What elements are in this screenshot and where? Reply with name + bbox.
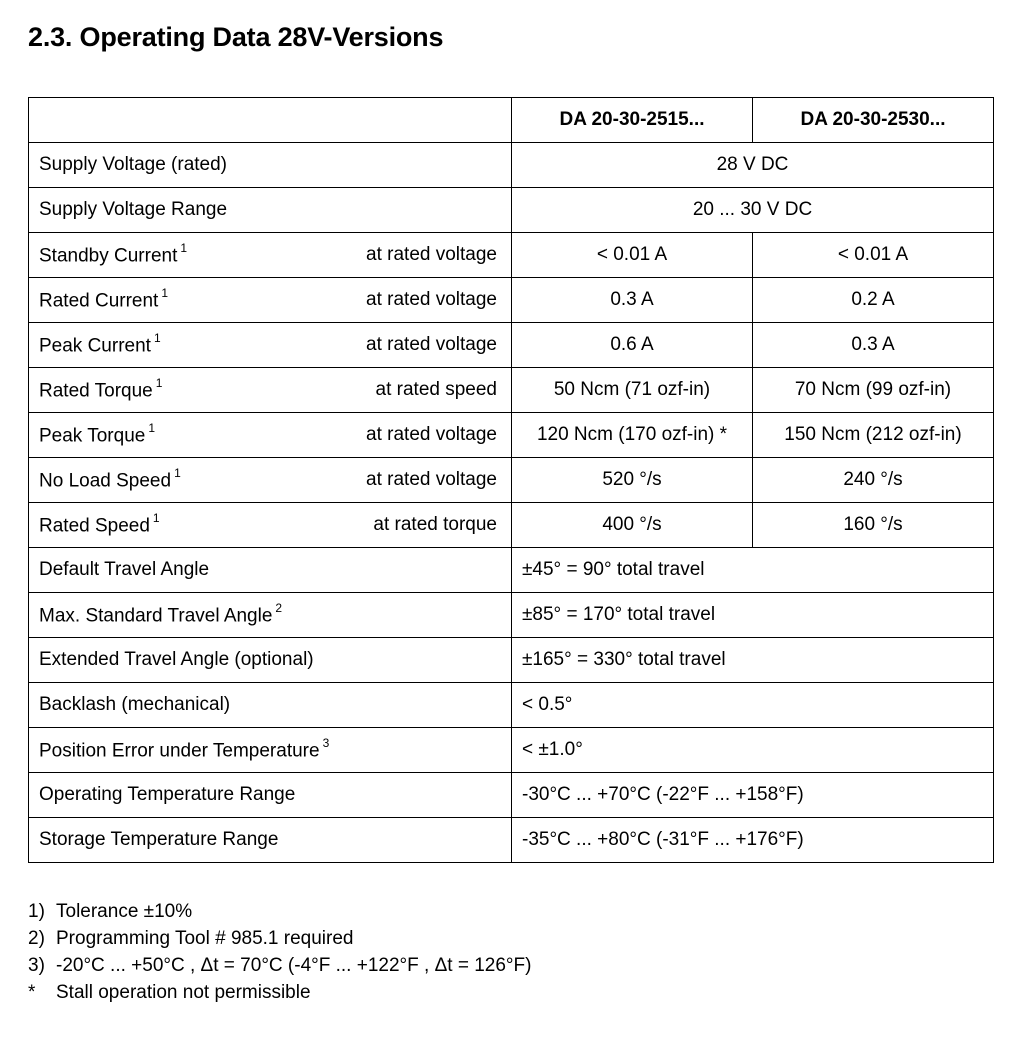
value-cell-2530: < 0.01 A bbox=[753, 233, 994, 278]
footnote-label: * bbox=[28, 982, 36, 1003]
footnote-ref: 3 bbox=[322, 735, 330, 750]
parameter-name: Position Error under Temperature bbox=[39, 740, 320, 762]
parameter-name: Peak Current bbox=[39, 335, 151, 357]
parameter-name: Rated Current bbox=[39, 290, 159, 312]
footnote bbox=[28, 979, 531, 1006]
footnote-ref: 1 bbox=[155, 375, 163, 390]
condition-label: at rated voltage bbox=[366, 469, 497, 490]
value-cell-merged: -35°C ... +80°C (-31°F ... +176°F) bbox=[512, 818, 994, 863]
value-cell-merged: ±85° = 170° total travel bbox=[512, 593, 994, 638]
table-row bbox=[29, 818, 994, 863]
footnote-text: -20°C ... +50°C , Δt = 70°C (-4°F ... +122°F , Δt = 126°F) bbox=[56, 955, 532, 976]
footnote-ref: 1 bbox=[153, 330, 161, 345]
value-cell-2530: 0.2 A bbox=[753, 278, 994, 323]
table-row bbox=[29, 458, 994, 503]
parameter-cell bbox=[29, 638, 512, 683]
parameter-name: Backlash (mechanical) bbox=[39, 694, 231, 715]
table-row bbox=[29, 143, 994, 188]
parameter-cell bbox=[29, 458, 512, 503]
table-row bbox=[29, 368, 994, 413]
value-cell-2515: < 0.01 A bbox=[512, 233, 753, 278]
value-cell-merged: -30°C ... +70°C (-22°F ... +158°F) bbox=[512, 773, 994, 818]
value-cell-merged: < ±1.0° bbox=[512, 728, 994, 773]
value-cell-2515: 0.3 A bbox=[512, 278, 753, 323]
parameter-cell bbox=[29, 188, 512, 233]
section-title: 2.3. Operating Data 28V-Versions bbox=[28, 22, 444, 52]
parameter-cell bbox=[29, 773, 512, 818]
table-row bbox=[29, 323, 994, 368]
footnote-ref: 1 bbox=[152, 510, 160, 525]
condition-label: at rated speed bbox=[375, 379, 497, 400]
parameter-cell bbox=[29, 593, 512, 638]
value-cell-2515: 400 °/s bbox=[512, 503, 753, 548]
parameter-cell bbox=[29, 548, 512, 593]
footnote-text: Stall operation not permissible bbox=[56, 982, 311, 1003]
parameter-cell bbox=[29, 233, 512, 278]
footnote bbox=[28, 925, 531, 952]
value-cell-2530: 150 Ncm (212 ozf-in) bbox=[753, 413, 994, 458]
footnote-text: Tolerance ±10% bbox=[56, 901, 193, 922]
table-row bbox=[29, 638, 994, 683]
footnote-label: 2) bbox=[28, 928, 45, 949]
footnote bbox=[28, 898, 531, 925]
parameter-name: Default Travel Angle bbox=[39, 559, 210, 580]
footnote-ref: 1 bbox=[148, 420, 156, 435]
value-cell-merged: 28 V DC bbox=[512, 143, 994, 188]
table-row bbox=[29, 683, 994, 728]
table-row bbox=[29, 548, 994, 593]
value-cell-2530: 160 °/s bbox=[753, 503, 994, 548]
parameter-cell bbox=[29, 143, 512, 188]
condition-label: at rated torque bbox=[373, 514, 497, 535]
parameter-cell bbox=[29, 323, 512, 368]
value-cell-merged: ±45° = 90° total travel bbox=[512, 548, 994, 593]
value-cell-2530: 70 Ncm (99 ozf-in) bbox=[753, 368, 994, 413]
operating-data-table bbox=[28, 97, 994, 863]
condition-label: at rated voltage bbox=[366, 334, 497, 355]
table-row bbox=[29, 773, 994, 818]
parameter-cell bbox=[29, 503, 512, 548]
parameter-name: Extended Travel Angle (optional) bbox=[39, 649, 314, 670]
value-cell-merged: < 0.5° bbox=[512, 683, 994, 728]
table-row bbox=[29, 728, 994, 773]
parameter-name: Peak Torque bbox=[39, 425, 146, 447]
parameter-name: No Load Speed bbox=[39, 470, 172, 492]
table-row bbox=[29, 503, 994, 548]
table-header-row bbox=[29, 98, 994, 143]
parameter-cell bbox=[29, 818, 512, 863]
footnotes bbox=[28, 898, 531, 1006]
parameter-cell bbox=[29, 278, 512, 323]
footnote-label: 1) bbox=[28, 901, 45, 922]
parameter-name: Standby Current bbox=[39, 245, 178, 267]
parameter-name: Operating Temperature Range bbox=[39, 784, 296, 805]
value-cell-2530: 0.3 A bbox=[753, 323, 994, 368]
value-cell-2530: 240 °/s bbox=[753, 458, 994, 503]
footnote-ref: 1 bbox=[161, 285, 169, 300]
condition-label: at rated voltage bbox=[366, 289, 497, 310]
parameter-name: Rated Torque bbox=[39, 380, 153, 402]
parameter-name: Supply Voltage (rated) bbox=[39, 154, 228, 175]
column-header-2530: DA 20-30-2530... bbox=[753, 98, 994, 143]
value-cell-2515: 520 °/s bbox=[512, 458, 753, 503]
column-header-2515: DA 20-30-2515... bbox=[512, 98, 753, 143]
table-row bbox=[29, 188, 994, 233]
value-cell-merged: ±165° = 330° total travel bbox=[512, 638, 994, 683]
header-blank-cell bbox=[29, 98, 512, 143]
footnote-ref: 2 bbox=[275, 600, 283, 615]
table-row bbox=[29, 278, 994, 323]
parameter-cell bbox=[29, 368, 512, 413]
parameter-name: Supply Voltage Range bbox=[39, 199, 228, 220]
footnote-text: Programming Tool # 985.1 required bbox=[56, 928, 354, 949]
parameter-cell bbox=[29, 683, 512, 728]
table-row bbox=[29, 413, 994, 458]
value-cell-2515: 120 Ncm (170 ozf-in) * bbox=[512, 413, 753, 458]
table-row bbox=[29, 593, 994, 638]
footnote bbox=[28, 952, 531, 979]
condition-label: at rated voltage bbox=[366, 244, 497, 265]
value-cell-merged: 20 ... 30 V DC bbox=[512, 188, 994, 233]
parameter-cell bbox=[29, 728, 512, 773]
footnote-ref: 1 bbox=[180, 240, 188, 255]
table-row bbox=[29, 233, 994, 278]
condition-label: at rated voltage bbox=[366, 424, 497, 445]
parameter-name: Rated Speed bbox=[39, 515, 150, 537]
value-cell-2515: 0.6 A bbox=[512, 323, 753, 368]
footnote-label: 3) bbox=[28, 955, 45, 976]
value-cell-2515: 50 Ncm (71 ozf-in) bbox=[512, 368, 753, 413]
parameter-cell bbox=[29, 413, 512, 458]
parameter-name: Max. Standard Travel Angle bbox=[39, 605, 273, 627]
footnote-ref: 1 bbox=[174, 465, 181, 480]
parameter-name: Storage Temperature Range bbox=[39, 829, 279, 850]
